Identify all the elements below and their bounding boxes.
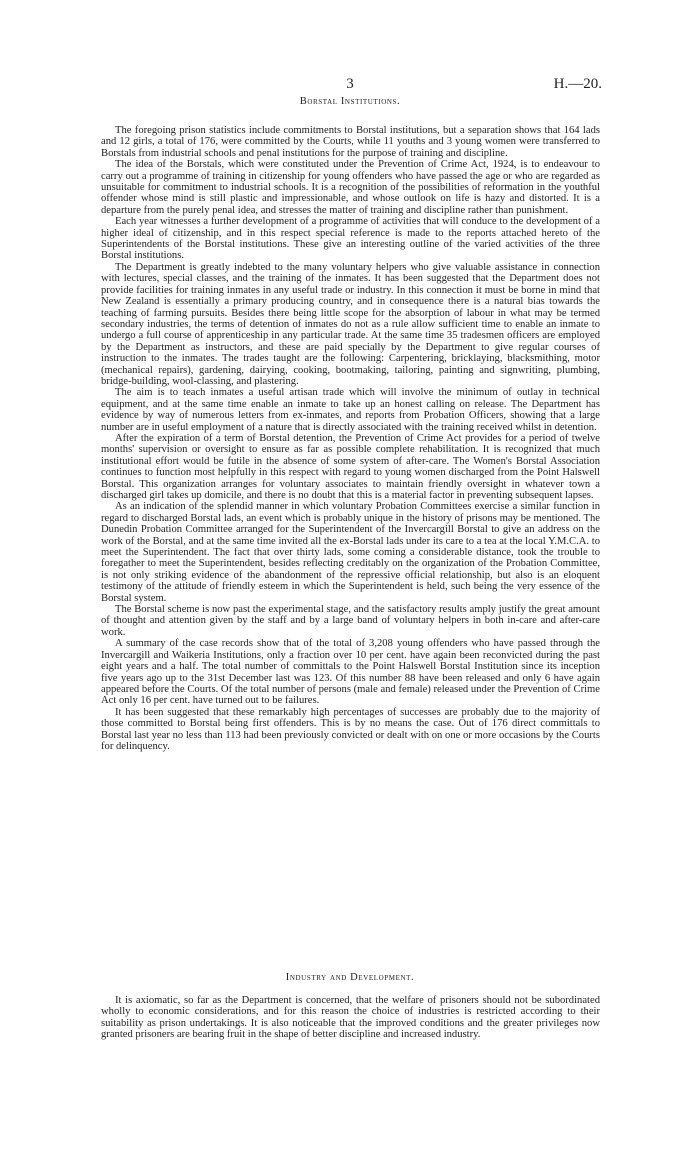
- paragraph: After the expiration of a term of Borstal detention, the Prevention of Crime Act provides for a period of twelve months' supervision or oversight to ensure as far as possible complete rehabilitation. It is recognized that much institutional effort would be futile in the absence of some system of after-care. The Women's Borstal Association continues to function most helpfully in this respect with regard to young women discharged from the Point Halswell Borstal. This organization arranges for voluntary associates to maintain friendly oversight in whatever town a discharged girl takes up domicile, and there is no doubt that this is a material factor in preventing subsequent lapses.: [101, 432, 600, 501]
- section-body-borstal: [101, 125, 600, 752]
- paragraph: The Department is greatly indebted to the many voluntary helpers who give valuable assistance in connection with lectures, special classes, and the training of the inmates. It has been suggested that the Department does not provide facilities for training inmates in any useful trade or industry. In this connection it must be borne in mind that New Zealand is essentially a primary producing country, and in consequence there is a natural bias towards the teaching of farming pursuits. Besides there being little scope for the absorption of labour in what may be termed secondary industries, the terms of detention of inmates do not as a rule allow sufficient time to enable an inmate to undergo a full course of apprenticeship in any particular trade. At the same time 35 tradesmen officers are employed by the Department as instructors, and these are paid specially by the Department to give regular courses of instruction to the inmates. The trades taught are the following: Carpentering, bricklaying, blacksmithing, motor (mechanical repairs), gardening, dairying, cooking, bootmaking, tailoring, painting and signwriting, plumbing, bridge-building, wool-classing, and plastering.: [101, 261, 600, 387]
- section-heading-industry: Industry and Development.: [285, 972, 415, 983]
- paragraph: It is axiomatic, so far as the Department is concerned, that the welfare of prisoners should not be subordinated wholly to economic considerations, and for this reason the choice of industries is restricted according to their suitability as prison undertakings. It is also noticeable that the improved conditions and the greater privileges now granted prisoners are bearing fruit in the shape of better discipline and increased industry.: [101, 995, 600, 1041]
- paragraph: Each year witnesses a further development of a programme of activities that will conduce to the development of a higher ideal of citizenship, and in this respect special reference is made to the reports attached hereto of the Superintendents of the Borstal institutions. These give an interesting outline of the varied activities of the three Borstal institutions.: [101, 216, 600, 262]
- paragraph: The foregoing prison statistics include commitments to Borstal institutions, but a separation shows that 164 lads and 12 girls, a total of 176, were committed by the Courts, while 11 youths and 3 young women were transferred to Borstals from industrial schools and penal institutions for the purpose of training and discipline.: [101, 125, 600, 159]
- paragraph: As an indication of the splendid manner in which voluntary Probation Committees exercise a similar function in regard to discharged Borstal lads, an event which is probably unique in the history of prisons may be mentioned. The Dunedin Probation Committee arranged for the Superintendent of the Invercargill Borstal to give an address on the work of the Borstal, and at the same time invited all the ex-Borstal lads under its care to a tea at the local Y.M.C.A. to meet the Superintendent. The fact that over thirty lads, some coming a considerable distance, took the trouble to foregather to meet the Superintendent, besides reflecting creditably on the organization of the Probation Committee, is not only striking evidence of the abandonment of the repressive official relationship, but also is an eloquent testimony of the attitude of friendly esteem in which the Superintendent is held, such being the very essence of the Borstal system.: [101, 501, 600, 604]
- page-number: 3: [346, 76, 354, 92]
- paragraph: A summary of the case records show that of the total of 3,208 young offenders who have passed through the Invercargill and Waikeria Institutions, only a fraction over 10 per cent. have again been reconvicted during the past eight years and a half. The total number of committals to the Point Halswell Borstal Institution since its inception five years ago up to the 31st December last was 123. Of this number 88 have been released and only 6 have again appeared before the Courts. Of the total number of persons (male and female) released under the Prevention of Crime Act only 16 per cent. have turned out to be failures.: [101, 638, 600, 707]
- document-reference: H.—20.: [553, 76, 602, 92]
- section-body-industry: [101, 995, 600, 1041]
- paragraph: The aim is to teach inmates a useful artisan trade which will involve the minimum of outlay in technical equipment, and at the same time enable an inmate to take up an honest calling on release. The Department has evidence by way of numerous letters from ex-inmates, and reports from Probation Officers, showing that a large number are in useful employment of a nature that is directly associated with the training received whilst in detention.: [101, 387, 600, 433]
- section-heading-borstal: Borstal Institutions.: [299, 96, 401, 107]
- paragraph: The idea of the Borstals, which were constituted under the Prevention of Crime Act, 1924, is to endeavour to carry out a programme of training in citizenship for young offenders who have passed the age or who are regarded as unsuitable for commitment to industrial schools. It is a recognition of the possibilities of reformation in the youthful offender whose mind is still plastic and impressionable, and whose outlook on life is hazy and distorted. It is a departure from the purely penal idea, and stresses the matter of training and discipline rather than punishment.: [101, 159, 600, 216]
- paragraph: It has been suggested that these remarkably high percentages of successes are probably due to the majority of those committed to Borstal being first offenders. This is by no means the case. Out of 176 direct committals to Borstal last year no less than 113 had been previously convicted or dealt with on one or more occasions by the Courts for delinquency.: [101, 706, 600, 752]
- paragraph: The Borstal scheme is now past the experimental stage, and the satisfactory results amply justify the great amount of thought and attention given by the staff and by a large band of voluntary helpers in both in-care and after-care work.: [101, 604, 600, 638]
